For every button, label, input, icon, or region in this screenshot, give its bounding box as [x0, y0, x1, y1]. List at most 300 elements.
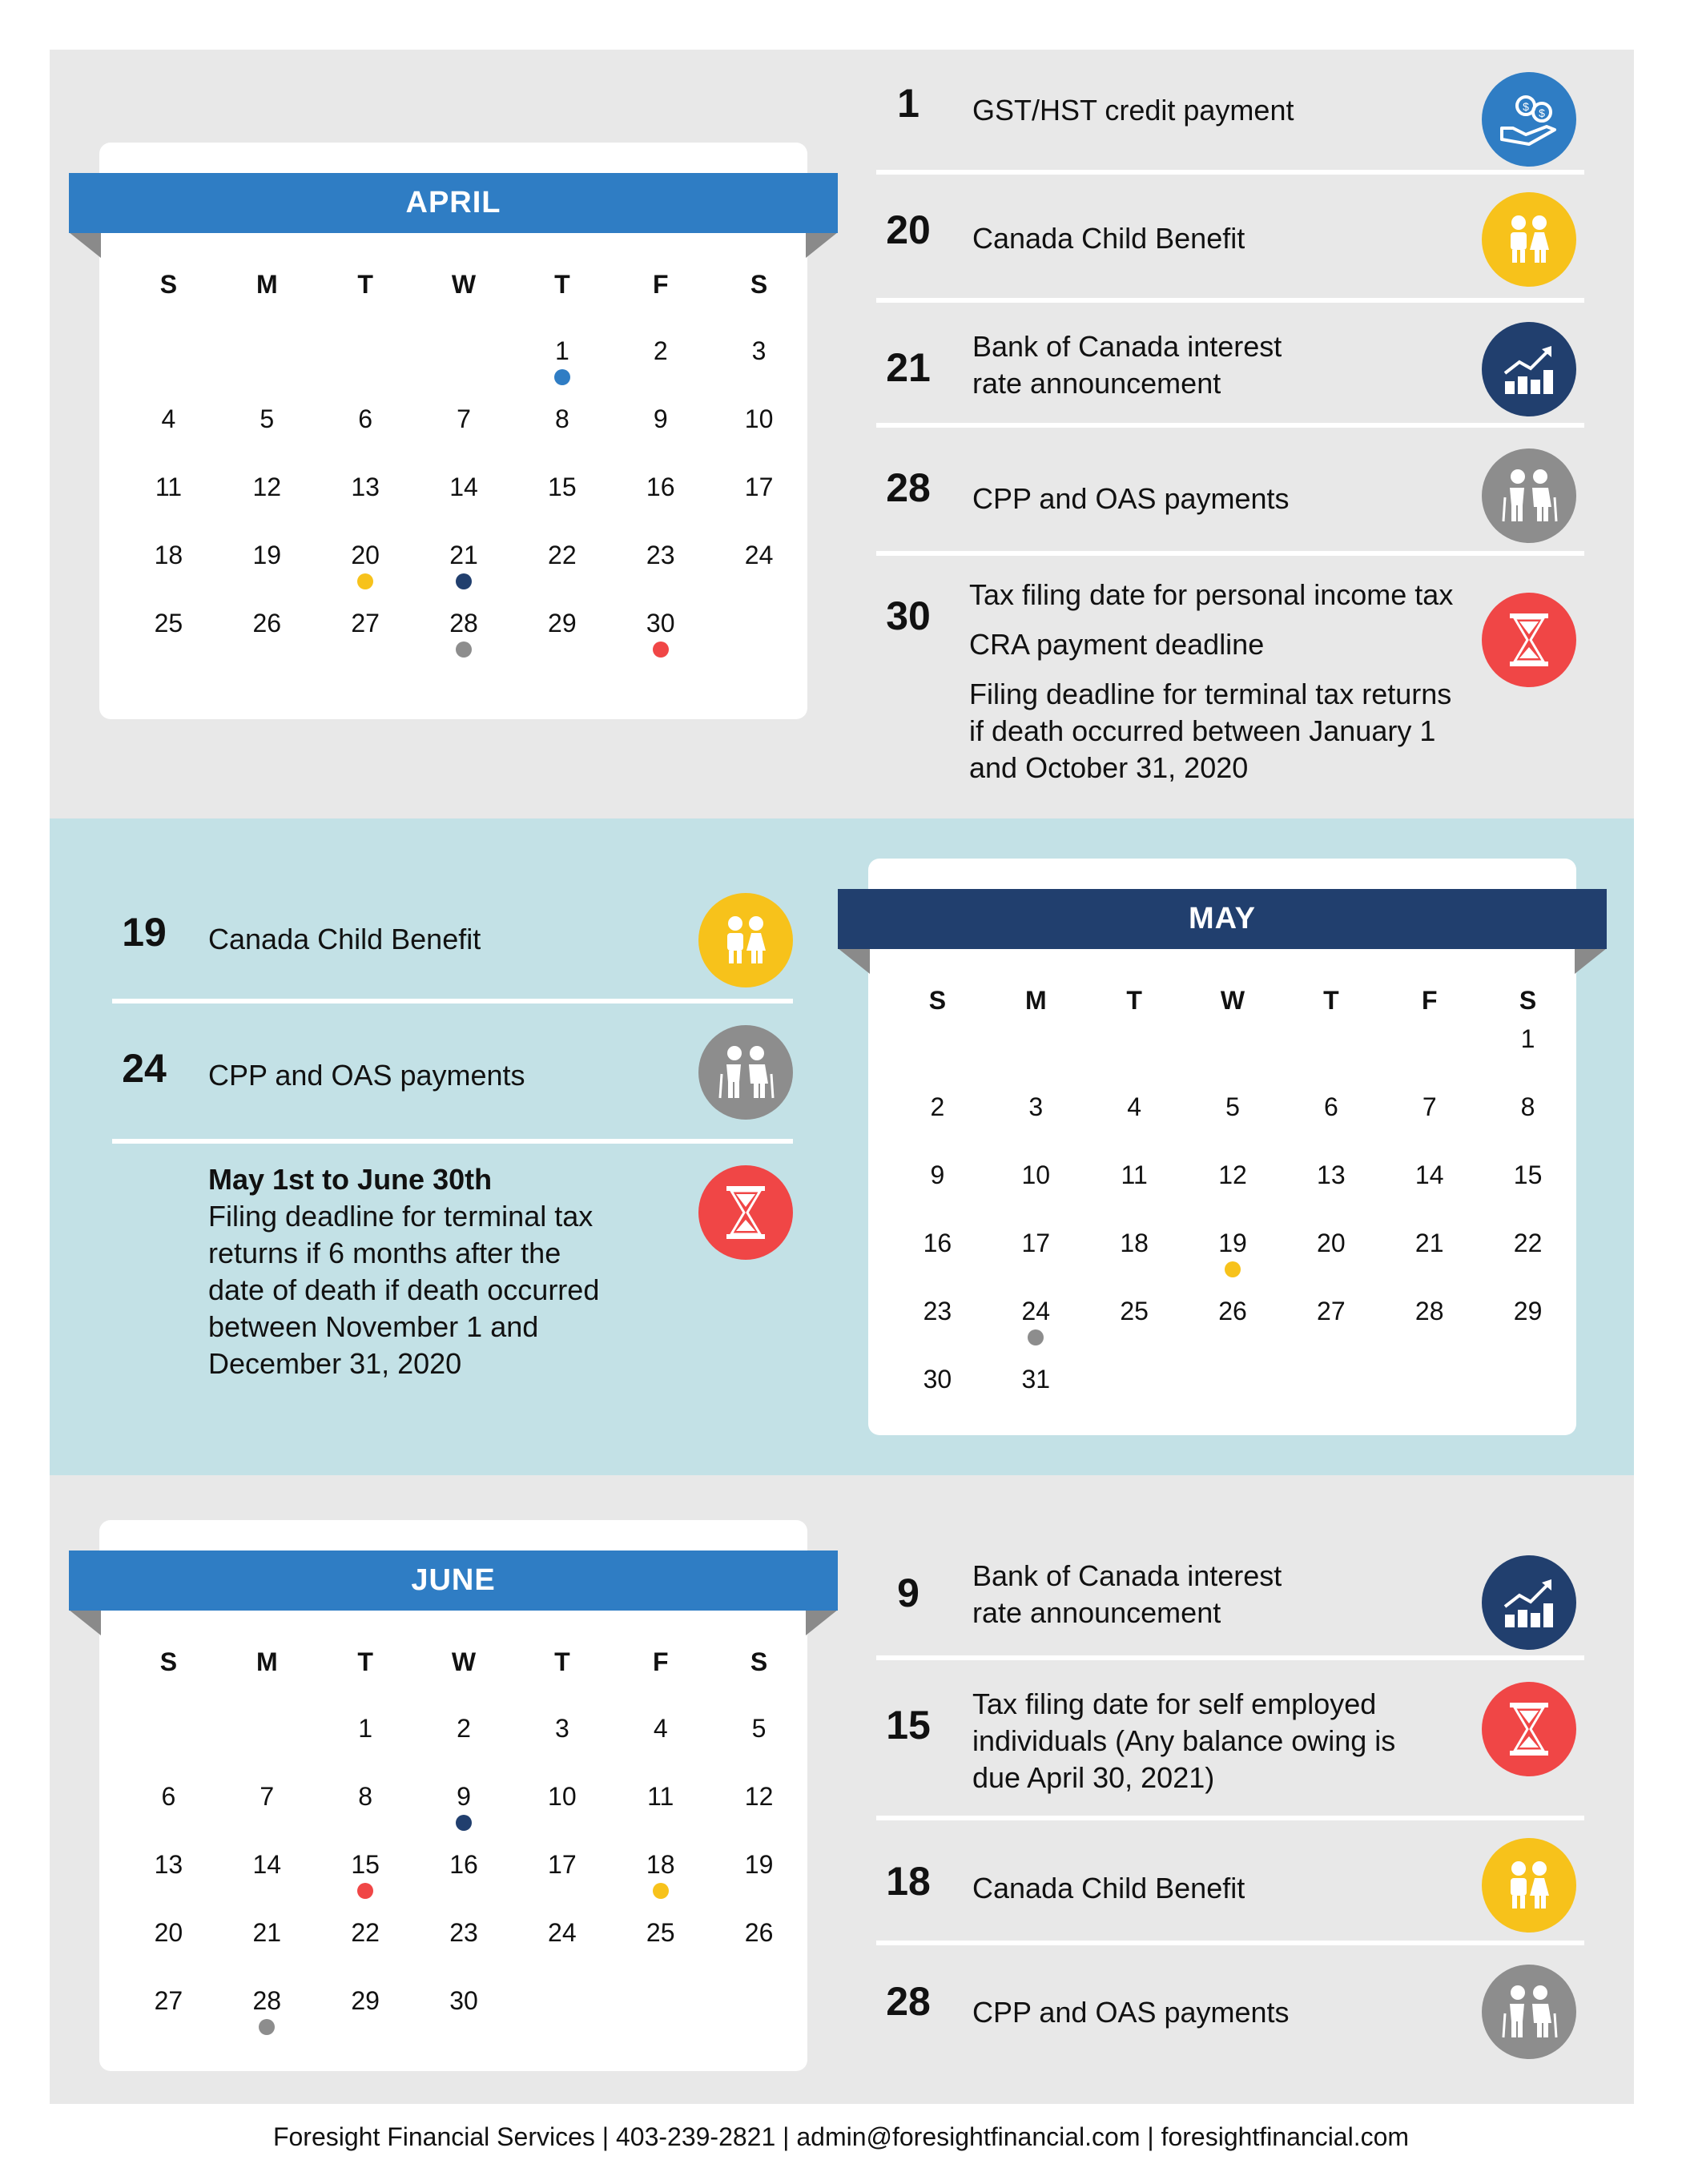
may-event-range: [112, 1161, 793, 1402]
day-cell: [415, 459, 513, 527]
day-number: 10: [1021, 1160, 1051, 1189]
day-cell: [888, 1351, 987, 1419]
day-cell: [316, 323, 415, 391]
day-cell: [513, 1904, 611, 1973]
day-number: 30: [646, 609, 675, 638]
day-number: 23: [449, 1918, 478, 1947]
day-cell: [1380, 1215, 1479, 1283]
day-cell: [218, 459, 316, 527]
event-marker-dot: [357, 1883, 373, 1899]
seniors-icon: [698, 1025, 793, 1120]
day-number: 28: [1414, 1297, 1444, 1325]
day-number: 7: [457, 404, 471, 433]
day-number: 12: [744, 1782, 774, 1811]
day-cell: [316, 391, 415, 459]
day-number: 20: [351, 541, 380, 569]
event-marker-dot: [456, 573, 472, 589]
rising-chart-icon: [1482, 1555, 1576, 1650]
day-cell: [710, 1904, 808, 1973]
day-number: 11: [155, 473, 183, 501]
hourglass-icon: [1482, 593, 1576, 687]
day-cell: [1184, 1147, 1282, 1215]
day-number: 3: [554, 1714, 569, 1743]
may-event-24: [112, 1013, 793, 1149]
day-cell: [987, 1011, 1085, 1079]
event-text-line: Tax filing date for self employed: [972, 1687, 1377, 1720]
day-cell: [1479, 1351, 1577, 1419]
banner-fold-right: [1575, 948, 1607, 974]
day-cell: [218, 527, 316, 595]
june-event-9: [876, 1538, 1584, 1658]
day-number: 30: [449, 1986, 478, 2015]
day-cell: [987, 1147, 1085, 1215]
june-event-18: [876, 1826, 1584, 1946]
event-day: 28: [886, 465, 931, 510]
event-marker-dot: [653, 1883, 669, 1899]
april-weekday-row: [119, 251, 808, 319]
weekday-fri: F: [652, 270, 669, 299]
june-weekday-row: [119, 1628, 808, 1696]
day-number: 30: [923, 1365, 952, 1394]
day-number: 15: [548, 473, 577, 501]
day-number: 11: [647, 1782, 674, 1811]
divider: [876, 298, 1584, 303]
day-number: 2: [457, 1714, 471, 1743]
day-cell: [316, 1836, 415, 1904]
event-day: 1: [897, 81, 919, 126]
banner-fold-right: [806, 1610, 838, 1635]
day-number: 27: [154, 1986, 183, 2015]
day-cell: [316, 595, 415, 663]
day-number: 13: [351, 473, 380, 501]
day-number: 31: [1021, 1365, 1051, 1394]
day-number: 21: [449, 541, 478, 569]
day-number: 20: [1317, 1229, 1346, 1257]
hourglass-icon: [698, 1165, 793, 1260]
day-number: 19: [1218, 1229, 1247, 1257]
day-cell: [513, 391, 611, 459]
day-cell: [710, 1836, 808, 1904]
day-cell: [1282, 1147, 1380, 1215]
event-text-line: rate announcement: [972, 367, 1221, 400]
event-text: [972, 328, 1282, 402]
day-cell: [1184, 1079, 1282, 1147]
april-event-1: [876, 64, 1584, 176]
event-text: [972, 1686, 1395, 1796]
day-cell: [1085, 1011, 1184, 1079]
day-number: 1: [1520, 1024, 1535, 1053]
day-cell: [611, 459, 710, 527]
weekday-sat: S: [1519, 986, 1537, 1015]
day-cell: [119, 391, 218, 459]
day-cell: [611, 323, 710, 391]
day-cell: [987, 1283, 1085, 1351]
day-number: 2: [930, 1092, 945, 1121]
event-day: 20: [886, 207, 931, 252]
day-number: 26: [1218, 1297, 1247, 1325]
day-number: 17: [548, 1850, 577, 1879]
day-cell: [415, 527, 513, 595]
june-day-grid: [119, 1700, 808, 2041]
banner-fold-left: [69, 232, 101, 258]
money-hand-icon: [1482, 72, 1576, 167]
day-number: 10: [744, 404, 774, 433]
day-cell: [119, 323, 218, 391]
day-cell: [415, 1700, 513, 1768]
day-number: 29: [1513, 1297, 1543, 1325]
event-day: 21: [886, 345, 931, 390]
divider: [876, 423, 1584, 428]
day-cell: [1282, 1351, 1380, 1419]
day-number: 27: [1317, 1297, 1346, 1325]
day-number: 6: [358, 404, 373, 433]
day-number: 9: [653, 404, 668, 433]
day-cell: [1184, 1011, 1282, 1079]
event-day: 18: [886, 1859, 931, 1904]
divider: [112, 999, 793, 1004]
divider: [876, 1655, 1584, 1660]
day-number: 21: [252, 1918, 282, 1947]
divider: [876, 170, 1584, 175]
event-text-line: rate announcement: [972, 1596, 1221, 1629]
day-cell: [888, 1079, 987, 1147]
event-text: [969, 577, 1453, 786]
day-number: 17: [1021, 1229, 1051, 1257]
day-cell: [415, 323, 513, 391]
event-text-line: December 31, 2020: [208, 1347, 462, 1380]
event-text: CPP and OAS payments: [972, 482, 1290, 515]
event-text: Canada Child Benefit: [208, 923, 481, 955]
day-cell: [1380, 1147, 1479, 1215]
day-cell: [119, 1700, 218, 1768]
day-number: 25: [154, 609, 183, 638]
day-cell: [987, 1351, 1085, 1419]
day-cell: [513, 1836, 611, 1904]
day-cell: [888, 1147, 987, 1215]
day-number: 2: [653, 336, 668, 365]
day-number: 18: [154, 541, 183, 569]
weekday-thu: T: [554, 1647, 570, 1676]
day-cell: [119, 459, 218, 527]
day-cell: [119, 1973, 218, 2041]
weekday-mon: M: [1024, 986, 1047, 1015]
day-cell: [888, 1283, 987, 1351]
day-cell: [316, 459, 415, 527]
weekday-tue: T: [357, 1647, 373, 1676]
day-number: 12: [252, 473, 282, 501]
day-cell: [987, 1079, 1085, 1147]
weekday-mon: M: [256, 270, 278, 299]
weekday-fri: F: [1421, 986, 1438, 1015]
day-number: 20: [154, 1918, 183, 1947]
day-cell: [415, 595, 513, 663]
rising-chart-icon: [1482, 322, 1576, 416]
event-marker-dot: [653, 642, 669, 658]
day-number: 14: [1414, 1160, 1444, 1189]
weekday-sat: S: [750, 1647, 768, 1676]
event-marker-dot: [1028, 1329, 1044, 1345]
day-cell: [1380, 1351, 1479, 1419]
april-event-30: [876, 565, 1584, 797]
weekday-thu: T: [554, 270, 570, 299]
day-cell: [1085, 1283, 1184, 1351]
event-text-line: individuals (Any balance owing is: [972, 1724, 1396, 1757]
day-cell: [513, 323, 611, 391]
svg-text:$: $: [1523, 100, 1529, 113]
day-number: 15: [351, 1850, 380, 1879]
day-cell: [513, 1700, 611, 1768]
day-number: 16: [449, 1850, 478, 1879]
day-number: 5: [751, 1714, 767, 1743]
weekday-tue: T: [357, 270, 373, 299]
day-number: 8: [1520, 1092, 1535, 1121]
day-number: 28: [449, 609, 478, 638]
weekday-wed: W: [451, 1647, 477, 1676]
weekday-wed: W: [451, 270, 477, 299]
day-cell: [218, 1700, 316, 1768]
day-cell: [1085, 1351, 1184, 1419]
day-number: 1: [358, 1714, 373, 1743]
day-cell: [710, 391, 808, 459]
day-cell: [1380, 1011, 1479, 1079]
day-cell: [316, 1973, 415, 2041]
day-cell: [316, 527, 415, 595]
weekday-sun: S: [159, 270, 178, 299]
event-marker-dot: [554, 369, 570, 385]
day-number: 1: [554, 336, 569, 365]
day-cell: [611, 1973, 710, 2041]
divider: [112, 1139, 793, 1144]
april-event-20: [876, 184, 1584, 304]
day-number: 22: [1513, 1229, 1543, 1257]
day-number: 12: [1218, 1160, 1247, 1189]
event-text: CPP and OAS payments: [972, 1996, 1290, 2029]
day-cell: [611, 391, 710, 459]
day-number: 6: [1323, 1092, 1338, 1121]
day-cell: [1479, 1283, 1577, 1351]
event-heading: May 1st to June 30th: [208, 1163, 493, 1196]
day-cell: [1085, 1079, 1184, 1147]
day-cell: [218, 595, 316, 663]
day-cell: [1282, 1215, 1380, 1283]
june-month-banner: JUNE: [69, 1551, 838, 1611]
day-cell: [710, 595, 808, 663]
day-cell: [1085, 1147, 1184, 1215]
day-number: 24: [1021, 1297, 1051, 1325]
day-number: 21: [1414, 1229, 1444, 1257]
event-text: GST/HST credit payment: [972, 94, 1294, 127]
day-number: 8: [358, 1782, 373, 1811]
event-text-line: and October 31, 2020: [969, 751, 1249, 784]
event-day: 19: [122, 910, 167, 955]
day-cell: [218, 1768, 316, 1836]
day-cell: [710, 1700, 808, 1768]
day-number: 18: [646, 1850, 675, 1879]
children-icon: [1482, 192, 1576, 287]
event-text-line: CRA payment deadline: [969, 628, 1265, 661]
may-event-19: [112, 885, 793, 1005]
day-cell: [119, 1768, 218, 1836]
day-cell: [987, 1215, 1085, 1283]
day-cell: [1380, 1283, 1479, 1351]
day-number: 27: [351, 609, 380, 638]
day-cell: [611, 595, 710, 663]
day-cell: [415, 1904, 513, 1973]
day-cell: [1184, 1351, 1282, 1419]
weekday-tue: T: [1126, 986, 1142, 1015]
banner-fold-left: [838, 948, 870, 974]
seniors-icon: [1482, 1965, 1576, 2059]
day-number: 23: [646, 541, 675, 569]
day-cell: [611, 1904, 710, 1973]
weekday-fri: F: [652, 1647, 669, 1676]
day-cell: [1479, 1079, 1577, 1147]
day-cell: [710, 323, 808, 391]
event-marker-dot: [456, 642, 472, 658]
april-month-banner: APRIL: [69, 173, 838, 233]
banner-fold-left: [69, 1610, 101, 1635]
day-cell: [1282, 1283, 1380, 1351]
day-number: 24: [548, 1918, 577, 1947]
day-cell: [710, 1768, 808, 1836]
day-number: 9: [457, 1782, 471, 1811]
day-cell: [611, 527, 710, 595]
event-day: 30: [886, 593, 931, 638]
day-cell: [888, 1215, 987, 1283]
event-day: 28: [886, 1979, 931, 2024]
children-icon: [1482, 1838, 1576, 1933]
day-number: 3: [751, 336, 767, 365]
day-cell: [415, 1836, 513, 1904]
day-number: 7: [1422, 1092, 1437, 1121]
day-number: 19: [252, 541, 282, 569]
day-number: 16: [923, 1229, 952, 1257]
day-cell: [1282, 1011, 1380, 1079]
event-text-line: Filing deadline for terminal tax returns: [969, 678, 1452, 710]
divider: [876, 1816, 1584, 1820]
event-text-line: Bank of Canada interest: [972, 1559, 1282, 1592]
day-number: 3: [1028, 1092, 1044, 1121]
april-event-28: [876, 436, 1584, 557]
weekday-sun: S: [928, 986, 947, 1015]
day-number: 19: [744, 1850, 774, 1879]
day-cell: [611, 1700, 710, 1768]
day-cell: [218, 391, 316, 459]
weekday-wed: W: [1220, 986, 1245, 1015]
day-number: 22: [351, 1918, 380, 1947]
day-number: 29: [548, 609, 577, 638]
day-cell: [119, 1836, 218, 1904]
event-text-line: due April 30, 2021): [972, 1761, 1215, 1794]
day-number: 4: [161, 404, 176, 433]
day-number: 16: [646, 473, 675, 501]
footer-contact: Foresight Financial Services | 403-239-2821 | admin@foresightfinancial.com | foresightfinancial.com: [272, 2122, 1410, 2151]
event-text-line: Filing deadline for terminal tax: [208, 1200, 594, 1233]
event-text: [972, 1558, 1282, 1631]
day-number: 7: [260, 1782, 275, 1811]
day-cell: [710, 1973, 808, 2041]
day-cell: [218, 1973, 316, 2041]
day-number: 14: [449, 473, 478, 501]
day-cell: [1479, 1011, 1577, 1079]
day-number: 4: [1127, 1092, 1142, 1121]
day-cell: [513, 595, 611, 663]
day-cell: [415, 1768, 513, 1836]
day-number: 17: [744, 473, 774, 501]
day-cell: [415, 1973, 513, 2041]
hourglass-icon: [1482, 1682, 1576, 1776]
day-cell: [316, 1904, 415, 1973]
day-number: 25: [646, 1918, 675, 1947]
day-cell: [1380, 1079, 1479, 1147]
svg-text:$: $: [1539, 107, 1545, 119]
day-cell: [119, 1904, 218, 1973]
event-day: 15: [886, 1703, 931, 1748]
day-cell: [1282, 1079, 1380, 1147]
divider: [876, 551, 1584, 556]
event-text-line: returns if 6 months after the: [208, 1237, 561, 1269]
day-number: 18: [1120, 1229, 1149, 1257]
day-cell: [710, 527, 808, 595]
event-text-line: date of death if death occurred: [208, 1273, 600, 1306]
day-number: 26: [252, 609, 282, 638]
day-cell: [316, 1768, 415, 1836]
day-cell: [611, 1836, 710, 1904]
day-cell: [415, 391, 513, 459]
event-text: Canada Child Benefit: [972, 1872, 1245, 1904]
event-marker-dot: [1225, 1261, 1241, 1277]
day-cell: [1479, 1147, 1577, 1215]
event-marker-dot: [259, 2019, 275, 2035]
day-cell: [218, 1904, 316, 1973]
day-number: 5: [1225, 1092, 1240, 1121]
may-day-grid: [888, 1011, 1577, 1419]
day-cell: [1479, 1215, 1577, 1283]
june-event-28: [876, 1950, 1584, 2070]
children-icon: [698, 893, 793, 987]
day-number: 22: [548, 541, 577, 569]
weekday-thu: T: [1323, 986, 1339, 1015]
april-event-21: [876, 312, 1584, 428]
june-event-15: [876, 1666, 1584, 1818]
day-number: 15: [1513, 1160, 1543, 1189]
day-number: 6: [161, 1782, 176, 1811]
day-number: 28: [252, 1986, 282, 2015]
day-cell: [710, 459, 808, 527]
event-text-line: if death occurred between January 1: [969, 714, 1436, 747]
day-cell: [513, 1768, 611, 1836]
seniors-icon: [1482, 448, 1576, 543]
banner-fold-right: [806, 232, 838, 258]
day-cell: [611, 1768, 710, 1836]
day-number: 13: [1317, 1160, 1346, 1189]
day-number: 29: [351, 1986, 380, 2015]
day-number: 14: [252, 1850, 282, 1879]
day-number: 11: [1121, 1160, 1148, 1189]
event-text: [208, 1161, 599, 1382]
weekday-sat: S: [750, 270, 768, 299]
day-number: 9: [930, 1160, 945, 1189]
day-number: 4: [653, 1714, 668, 1743]
may-month-banner: MAY: [838, 889, 1607, 949]
event-text-line: Bank of Canada interest: [972, 330, 1282, 363]
event-text: Canada Child Benefit: [972, 222, 1245, 255]
divider: [876, 1941, 1584, 1945]
day-number: 8: [554, 404, 569, 433]
event-marker-dot: [357, 573, 373, 589]
day-cell: [316, 1700, 415, 1768]
day-cell: [1184, 1215, 1282, 1283]
